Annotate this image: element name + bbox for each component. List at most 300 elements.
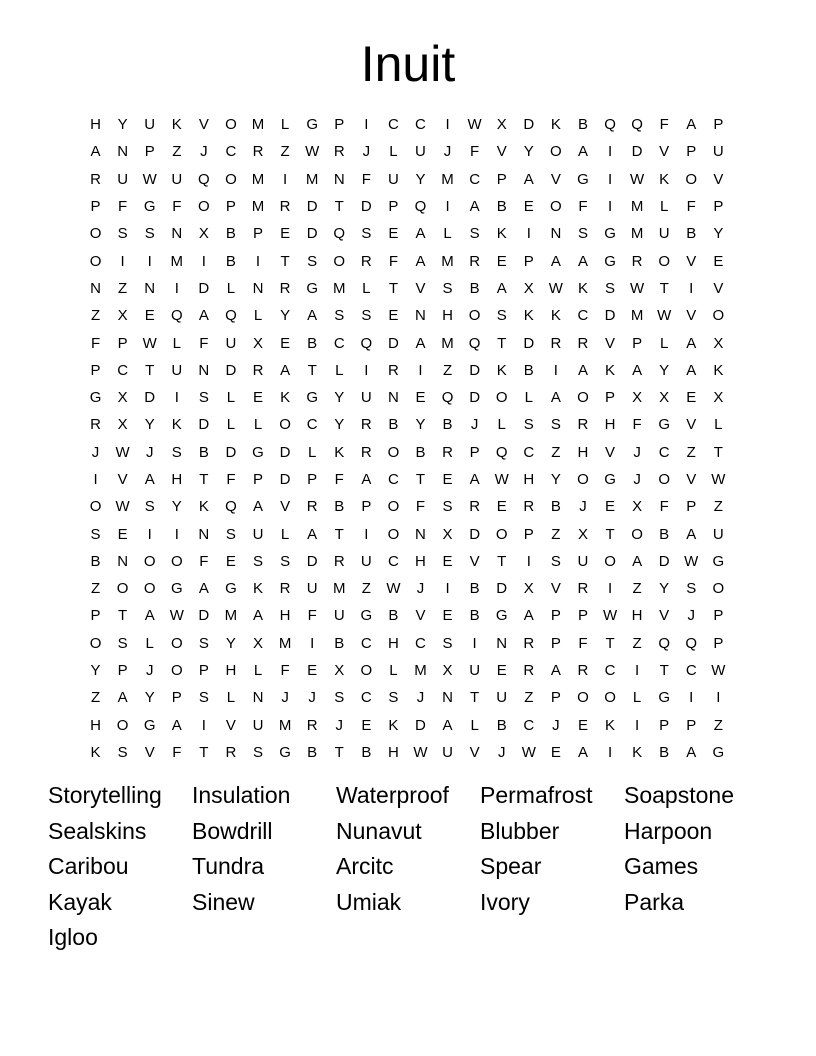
grid-letter: R xyxy=(252,143,264,161)
grid-letter: G xyxy=(279,743,291,761)
grid-letter: T xyxy=(605,525,615,543)
grid-letter: X xyxy=(659,389,670,407)
grid-letter: Z xyxy=(713,716,723,734)
grid-letter: Y xyxy=(334,389,345,407)
grid-letter: B xyxy=(90,552,101,570)
grid-letter: E xyxy=(388,307,399,325)
grid-letter: T xyxy=(497,552,507,570)
grid-letter: R xyxy=(333,552,345,570)
grid-letter: L xyxy=(145,634,154,652)
grid-letter: V xyxy=(415,279,426,297)
grid-letter: P xyxy=(550,689,561,707)
grid-letter: M xyxy=(251,116,265,134)
grid-letter: I xyxy=(553,361,558,379)
grid-row xyxy=(82,602,732,629)
grid-letter: J xyxy=(443,143,452,161)
grid-letter: M xyxy=(441,252,454,270)
grid-letter: K xyxy=(253,580,264,598)
grid-letter: Y xyxy=(117,116,128,134)
grid-letter: S xyxy=(523,416,534,434)
grid-letter: B xyxy=(415,443,426,461)
grid-letter: O xyxy=(468,307,481,325)
grid-letter: D xyxy=(658,552,670,570)
grid-letter: W xyxy=(684,552,699,570)
grid-letter: B xyxy=(686,225,697,243)
word-list-item: Games xyxy=(624,853,699,879)
grid-letter: G xyxy=(604,252,616,270)
grid-letter: R xyxy=(252,361,264,379)
word-list-item: Caribou xyxy=(48,853,129,879)
grid-letter: F xyxy=(280,662,290,680)
grid-letter: R xyxy=(333,143,345,161)
grid-letter: P xyxy=(198,662,209,680)
grid-letter: J xyxy=(145,662,154,680)
grid-letter: L xyxy=(226,416,236,434)
grid-letter: C xyxy=(523,716,535,734)
grid-letter: G xyxy=(658,689,671,707)
grid-letter: L xyxy=(335,361,344,379)
word-list-item: Storytelling xyxy=(48,782,162,808)
grid-letter: Z xyxy=(90,689,101,707)
grid-letter: V xyxy=(659,607,670,625)
grid-letter: G xyxy=(604,471,616,488)
grid-letter: P xyxy=(523,525,534,543)
grid-letter: T xyxy=(334,525,344,543)
grid-letter: S xyxy=(361,225,372,243)
grid-row xyxy=(82,357,732,384)
grid-letter: A xyxy=(496,279,507,297)
grid-letter: C xyxy=(306,416,318,434)
grid-letter: O xyxy=(360,662,373,680)
grid-letter: E xyxy=(442,552,453,570)
grid-letter: B xyxy=(225,225,236,243)
grid-letter: G xyxy=(712,552,725,570)
grid-letter: E xyxy=(144,307,155,325)
grid-letter: T xyxy=(307,361,317,379)
grid-letter: R xyxy=(90,170,101,188)
grid-letter: R xyxy=(360,443,372,461)
grid-row xyxy=(82,275,732,302)
grid-letter: N xyxy=(415,307,426,325)
grid-letter: L xyxy=(307,443,317,461)
grid-letter: K xyxy=(577,279,588,297)
grid-letter: L xyxy=(660,198,669,216)
grid-letter: S xyxy=(307,252,318,270)
grid-letter: G xyxy=(143,716,156,734)
grid-letter: J xyxy=(308,689,316,707)
grid-letter: W xyxy=(711,471,726,488)
grid-letter: J xyxy=(552,716,560,734)
grid-letter: B xyxy=(307,334,318,352)
grid-letter: B xyxy=(388,416,399,434)
grid-letter: A xyxy=(469,471,480,488)
grid-letter: P xyxy=(361,498,372,516)
grid-letter: K xyxy=(713,361,724,379)
grid-letter: C xyxy=(658,443,670,461)
grid-row xyxy=(82,247,732,274)
grid-letter: X xyxy=(713,389,724,407)
page-title: Inuit xyxy=(360,36,456,92)
grid-letter: I xyxy=(472,634,477,652)
grid-letter: P xyxy=(307,471,318,488)
grid-letter: O xyxy=(577,689,589,707)
grid-letter: G xyxy=(252,443,264,461)
grid-letter: I xyxy=(201,716,206,734)
grid-letter: A xyxy=(253,498,264,516)
grid-letter: S xyxy=(605,279,616,297)
grid-letter: Q xyxy=(333,225,346,243)
grid-letter: I xyxy=(445,198,450,216)
grid-letter: A xyxy=(686,334,697,352)
grid-letter: U xyxy=(144,116,156,134)
grid-letter: I xyxy=(418,361,423,379)
grid-letter: K xyxy=(198,498,209,516)
grid-letter: W xyxy=(602,607,618,625)
grid-letter: I xyxy=(607,743,613,761)
grid-letter: N xyxy=(117,552,129,570)
grid-letter: P xyxy=(686,498,697,516)
grid-letter: E xyxy=(550,743,561,761)
word-list-item: Sealskins xyxy=(48,817,147,844)
grid-letter: E xyxy=(496,662,507,680)
grid-letter: B xyxy=(388,607,399,625)
grid-letter: C xyxy=(469,170,481,188)
grid-letter: B xyxy=(523,361,534,379)
grid-letter: S xyxy=(90,525,101,543)
grid-letter: Q xyxy=(414,198,427,216)
grid-row xyxy=(82,466,732,493)
grid-letter: B xyxy=(307,743,318,761)
grid-letter: J xyxy=(91,443,100,461)
grid-letter: E xyxy=(442,471,453,488)
grid-letter: X xyxy=(442,662,453,680)
grid-row xyxy=(82,193,732,220)
grid-letter: K xyxy=(659,170,670,188)
grid-letter: S xyxy=(334,689,345,707)
grid-letter: H xyxy=(442,307,453,325)
grid-letter: U xyxy=(442,743,453,761)
grid-letter: O xyxy=(387,443,400,461)
grid-letter: A xyxy=(577,743,588,761)
grid-letter: S xyxy=(253,743,264,761)
grid-row xyxy=(82,111,732,138)
grid-letter: R xyxy=(360,252,372,270)
letter-grid xyxy=(82,111,732,766)
grid-row xyxy=(82,657,732,684)
grid-letter: A xyxy=(307,307,318,325)
grid-letter: V xyxy=(605,443,616,461)
grid-letter: X xyxy=(523,580,534,598)
grid-letter: X xyxy=(713,334,724,352)
grid-letter: V xyxy=(280,498,291,516)
grid-letter: L xyxy=(226,389,236,407)
grid-letter: O xyxy=(495,525,508,543)
word-list-item: Sinew xyxy=(192,888,255,915)
grid-letter: W xyxy=(115,498,130,516)
grid-letter: R xyxy=(523,498,535,516)
grid-letter: F xyxy=(686,198,696,216)
grid-letter: O xyxy=(387,525,400,543)
grid-letter: C xyxy=(415,634,426,652)
grid-letter: G xyxy=(306,279,318,297)
grid-letter: K xyxy=(496,225,507,243)
grid-letter: W xyxy=(142,170,157,188)
grid-letter: N xyxy=(387,389,399,407)
grid-letter: F xyxy=(659,498,669,516)
grid-letter: H xyxy=(387,743,399,761)
grid-letter: P xyxy=(686,143,697,161)
grid-letter: V xyxy=(686,471,697,488)
grid-letter: K xyxy=(334,443,345,461)
grid-letter: B xyxy=(469,607,480,625)
grid-row xyxy=(82,712,732,739)
grid-letter: S xyxy=(117,225,128,243)
grid-letter: P xyxy=(713,607,724,625)
grid-letter: O xyxy=(143,580,156,598)
grid-letter: O xyxy=(279,416,291,434)
grid-letter: D xyxy=(387,334,399,352)
grid-letter: J xyxy=(281,689,289,707)
grid-letter: Z xyxy=(686,443,696,461)
grid-letter: A xyxy=(198,580,209,598)
grid-row xyxy=(82,739,732,766)
grid-letter: A xyxy=(632,552,643,570)
grid-letter: S xyxy=(442,279,453,297)
grid-letter: I xyxy=(689,689,694,707)
grid-letter: W xyxy=(413,743,428,761)
grid-letter: F xyxy=(226,471,236,488)
grid-letter: I xyxy=(93,471,98,488)
grid-letter: J xyxy=(470,416,479,434)
grid-letter: B xyxy=(469,279,480,297)
grid-letter: T xyxy=(334,198,344,216)
grid-letter: X xyxy=(198,225,209,243)
grid-letter: I xyxy=(120,252,125,270)
grid-letter: E xyxy=(496,498,507,516)
grid-letter: R xyxy=(523,662,535,680)
grid-letter: A xyxy=(686,116,697,134)
grid-letter: R xyxy=(360,416,372,434)
grid-letter: K xyxy=(496,361,507,379)
grid-letter: U xyxy=(252,716,264,734)
grid-letter: B xyxy=(469,580,480,598)
grid-letter: J xyxy=(416,689,425,707)
grid-letter: U xyxy=(415,143,426,161)
grid-letter: R xyxy=(90,416,101,434)
grid-letter: L xyxy=(226,279,236,297)
grid-letter: J xyxy=(335,716,343,734)
grid-letter: P xyxy=(388,198,399,216)
word-list-item: Umiak xyxy=(336,888,402,915)
grid-letter: I xyxy=(607,198,613,216)
grid-letter: V xyxy=(713,170,724,188)
grid-letter: V xyxy=(659,143,670,161)
grid-letter: A xyxy=(144,607,155,625)
grid-letter: O xyxy=(170,662,183,680)
grid-letter: G xyxy=(577,170,589,188)
grid-letter: M xyxy=(305,170,319,188)
grid-letter: B xyxy=(577,116,588,134)
grid-letter: T xyxy=(199,743,209,761)
grid-row xyxy=(82,630,732,657)
grid-letter: V xyxy=(469,552,480,570)
grid-letter: U xyxy=(306,580,318,598)
grid-letter: F xyxy=(307,607,317,625)
grid-letter: D xyxy=(279,443,291,461)
grid-letter: E xyxy=(253,389,264,407)
grid-letter: M xyxy=(441,334,454,352)
grid-letter: T xyxy=(199,471,209,488)
grid-letter: M xyxy=(332,580,346,598)
grid-letter: E xyxy=(415,389,426,407)
grid-letter: I xyxy=(364,116,369,134)
grid-letter: L xyxy=(253,662,263,680)
word-list-item: Insulation xyxy=(192,782,291,808)
grid-letter: O xyxy=(198,198,210,216)
grid-letter: P xyxy=(713,198,724,216)
grid-letter: I xyxy=(147,525,152,543)
grid-letter: Y xyxy=(144,416,155,434)
grid-letter: Y xyxy=(659,580,670,598)
grid-letter: W xyxy=(657,307,672,325)
grid-letter: I xyxy=(445,116,450,134)
grid-letter: X xyxy=(253,334,264,352)
grid-letter: V xyxy=(117,471,128,488)
grid-letter: F xyxy=(172,743,182,761)
grid-letter: R xyxy=(469,498,481,516)
grid-letter: R xyxy=(631,252,643,270)
grid-letter: W xyxy=(630,279,645,297)
grid-letter: U xyxy=(333,607,345,625)
grid-letter: S xyxy=(225,525,236,543)
grid-letter: Y xyxy=(415,170,426,188)
grid-letter: L xyxy=(362,279,371,297)
grid-letter: D xyxy=(415,716,426,734)
grid-letter: I xyxy=(607,170,613,188)
grid-letter: Y xyxy=(415,416,426,434)
grid-letter: I xyxy=(635,716,640,734)
grid-letter: L xyxy=(714,416,723,434)
grid-letter: N xyxy=(171,225,183,243)
grid-letter: Q xyxy=(225,498,237,516)
word-list-item: Harpoon xyxy=(624,817,713,844)
grid-letter: M xyxy=(332,279,346,297)
grid-letter: P xyxy=(632,334,643,352)
grid-letter: N xyxy=(252,689,264,707)
grid-letter: B xyxy=(496,716,507,734)
grid-letter: R xyxy=(306,498,318,516)
grid-row xyxy=(82,493,732,520)
grid-letter: P xyxy=(225,198,236,216)
grid-letter: W xyxy=(386,580,401,598)
grid-letter: X xyxy=(523,279,534,297)
grid-letter: S xyxy=(280,552,291,570)
grid-letter: O xyxy=(170,634,183,652)
grid-letter: Z xyxy=(632,580,642,598)
grid-letter: F xyxy=(470,143,480,161)
grid-letter: O xyxy=(89,252,102,270)
grid-letter: R xyxy=(306,716,318,734)
grid-letter: R xyxy=(387,361,399,379)
grid-row xyxy=(82,575,732,602)
grid-letter: O xyxy=(495,389,508,407)
grid-letter: A xyxy=(253,607,264,625)
grid-letter: Z xyxy=(90,580,101,598)
grid-letter: P xyxy=(496,170,507,188)
grid-letter: I xyxy=(526,552,531,570)
grid-letter: W xyxy=(467,116,482,134)
grid-letter: O xyxy=(170,552,183,570)
grid-letter: V xyxy=(469,743,480,761)
grid-letter: X xyxy=(632,498,643,516)
grid-letter: G xyxy=(712,743,725,761)
grid-letter: U xyxy=(360,552,372,570)
grid-letter: R xyxy=(577,334,589,352)
grid-letter: S xyxy=(253,552,264,570)
grid-letter: A xyxy=(577,143,588,161)
grid-letter: C xyxy=(387,471,399,488)
grid-letter: I xyxy=(364,361,369,379)
grid-letter: Z xyxy=(90,307,101,325)
grid-letter: A xyxy=(171,716,182,734)
grid-letter: H xyxy=(631,607,643,625)
grid-letter: L xyxy=(660,334,669,352)
grid-letter: E xyxy=(442,607,453,625)
grid-letter: H xyxy=(387,634,399,652)
grid-letter: E xyxy=(523,198,534,216)
grid-letter: D xyxy=(306,198,318,216)
grid-letter: L xyxy=(280,116,290,134)
grid-letter: S xyxy=(198,389,209,407)
grid-letter: B xyxy=(442,416,453,434)
grid-letter: F xyxy=(415,498,426,516)
grid-letter: F xyxy=(118,198,128,216)
grid-letter: X xyxy=(117,416,128,434)
grid-letter: H xyxy=(604,416,616,434)
grid-letter: O xyxy=(550,143,562,161)
grid-letter: I xyxy=(607,143,613,161)
grid-letter: H xyxy=(415,552,426,570)
grid-letter: E xyxy=(605,498,616,516)
grid-letter: E xyxy=(280,225,291,243)
grid-letter: O xyxy=(604,552,616,570)
grid-letter: O xyxy=(712,580,725,598)
grid-letter: U xyxy=(252,525,264,543)
grid-letter: E xyxy=(361,716,372,734)
grid-letter: X xyxy=(117,307,128,325)
grid-letter: D xyxy=(469,389,481,407)
grid-letter: T xyxy=(470,689,480,707)
grid-letter: Q xyxy=(658,634,671,652)
grid-letter: Y xyxy=(659,361,670,379)
grid-letter: Z xyxy=(280,143,290,161)
grid-letter: C xyxy=(387,552,399,570)
grid-letter: D xyxy=(604,307,616,325)
grid-letter: G xyxy=(495,607,508,625)
grid-letter: C xyxy=(333,334,345,352)
grid-letter: L xyxy=(172,334,181,352)
grid-letter: T xyxy=(605,634,615,652)
grid-letter: I xyxy=(147,252,152,270)
grid-letter: S xyxy=(577,225,588,243)
grid-letter: J xyxy=(416,580,425,598)
grid-letter: A xyxy=(442,716,453,734)
grid-letter: N xyxy=(90,279,101,297)
grid-row xyxy=(82,138,732,165)
grid-letter: E xyxy=(388,225,399,243)
grid-letter: U xyxy=(117,170,129,188)
grid-letter: H xyxy=(171,471,183,488)
